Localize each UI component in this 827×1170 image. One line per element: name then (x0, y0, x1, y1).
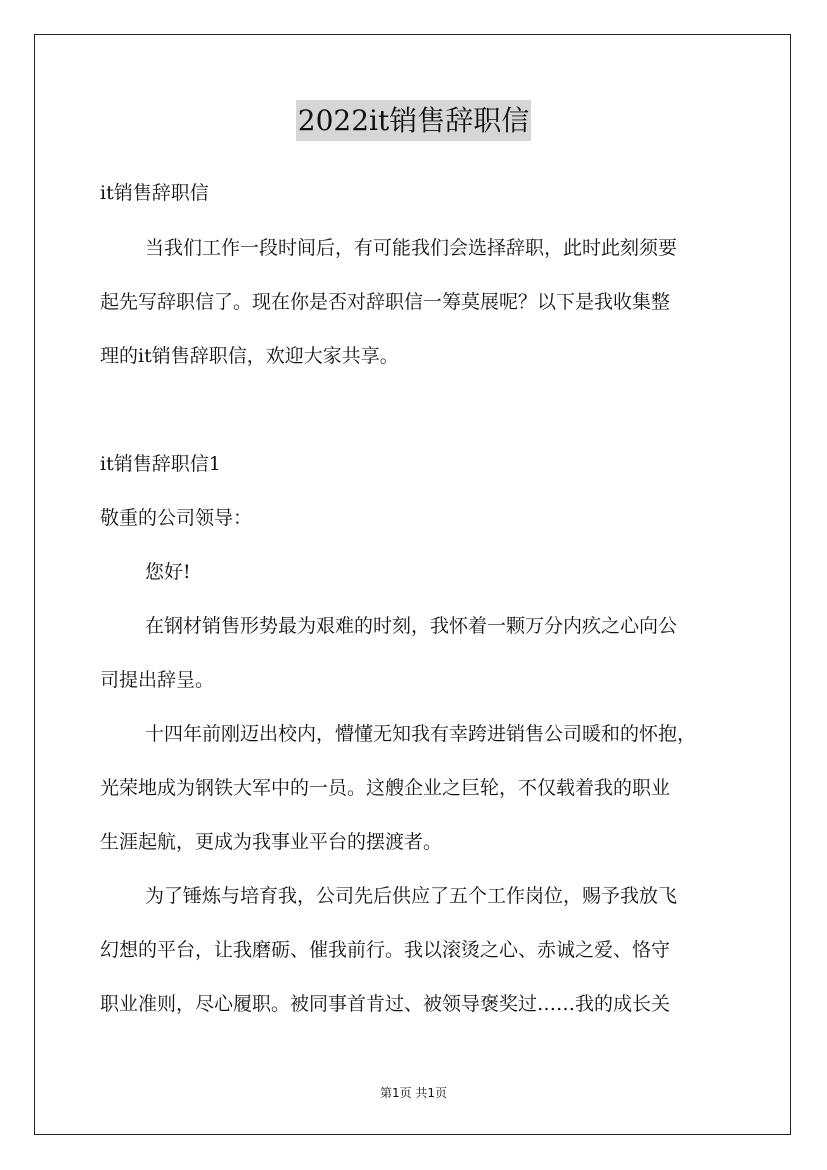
intro-line-1: 当我们工作一段时间后，有可能我们会选择辞职，此时此刻须要 (145, 237, 678, 259)
document-title: 2022it销售辞职信 (296, 100, 531, 141)
body-line-6: 为了锤炼与培育我，公司先后供应了五个工作岗位，赐予我放飞 (145, 885, 678, 907)
body-line-7: 幻想的平台，让我磨砺、催我前行。我以滚烫之心、赤诚之爱、恪守 (100, 939, 671, 961)
body-line-2: 司提出辞呈。 (100, 669, 215, 691)
intro-line-3: 理的it销售辞职信，欢迎大家共享。 (100, 345, 399, 367)
title-wrap (0, 100, 827, 141)
body-line-1: 在钢材销售形势最为艰难的时刻，我怀着一颗万分内疚之心向公 (145, 615, 678, 637)
body-line-5: 生涯起航，更成为我事业平台的摆渡者。 (100, 831, 443, 853)
salutation: 敬重的公司领导： (100, 507, 253, 529)
subtitle: it销售辞职信 (100, 182, 209, 204)
greeting: 您好! (145, 561, 191, 583)
intro-line-2: 起先写辞职信了。现在你是否对辞职信一筹莫展呢？以下是我收集整 (100, 291, 671, 313)
body-line-4: 光荣地成为钢铁大军中的一员。这艘企业之巨轮，不仅载着我的职业 (100, 777, 671, 799)
section-heading: it销售辞职信1 (100, 453, 221, 475)
page-footer: 第1页 共1页 (379, 1086, 448, 1100)
body-line-3: 十四年前刚迈出校内，懵懂无知我有幸跨进销售公司暖和的怀抱， (145, 723, 697, 745)
body-line-8: 职业准则，尽心履职。被同事首肯过、被领导褒奖过……我的成长关 (100, 993, 671, 1015)
